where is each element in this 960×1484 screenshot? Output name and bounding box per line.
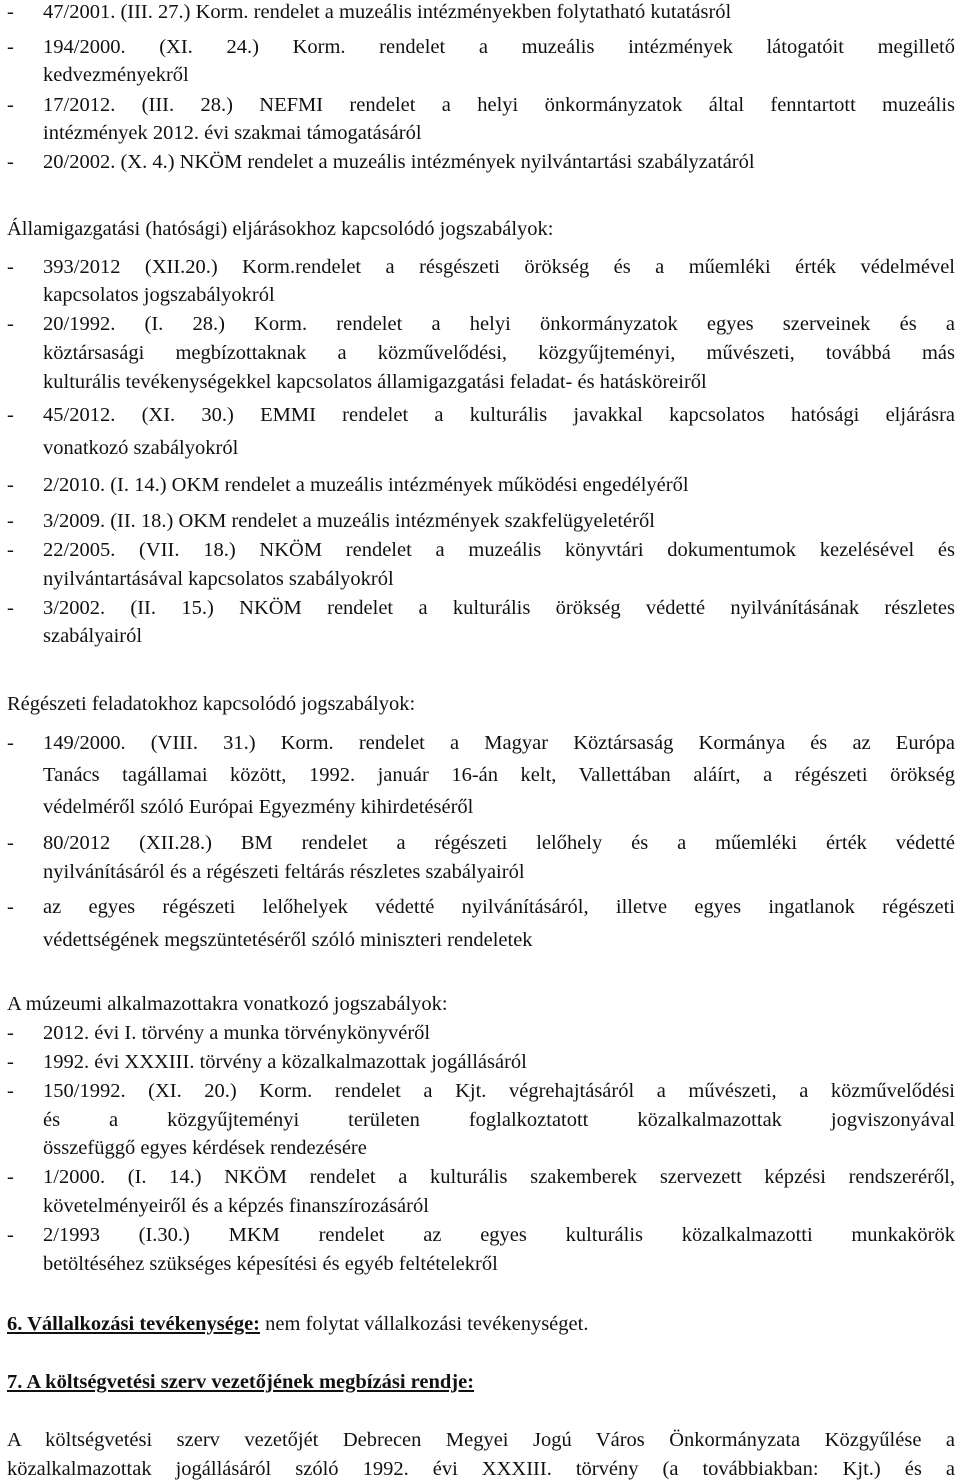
list-dash: -	[7, 474, 14, 496]
section-7-line	[7, 1368, 955, 1396]
list-item-text: védettségének megszüntetéséről szóló miniszteri rendeletek	[43, 929, 533, 951]
list-dash: -	[7, 896, 14, 918]
list-item-text: 149/2000. (VIII. 31.) Korm. rendelet a Magyar Köztársaság Kormánya és az Európa	[43, 732, 955, 754]
list-dash: -	[7, 1166, 14, 1188]
list-item-text: intézmények 2012. évi szakmai támogatásáról	[43, 122, 422, 144]
section-heading: Régészeti feladatokhoz kapcsolódó jogszabályok:	[7, 693, 416, 715]
list-item-text: 3/2009. (II. 18.) OKM rendelet a muzeális intézmények szakfelügyeletéről	[43, 510, 655, 532]
list-dash: -	[7, 313, 14, 335]
list-dash: -	[7, 151, 14, 173]
list-dash: -	[7, 36, 14, 58]
list-dash: -	[7, 1022, 14, 1044]
list-item-text: 194/2000. (XI. 24.) Korm. rendelet a muzeális intézmények látogatóit megillető	[43, 36, 955, 58]
section-heading: A múzeumi alkalmazottakra vonatkozó jogszabályok:	[7, 993, 448, 1015]
list-item-text: 3/2002. (II. 15.) NKÖM rendelet a kulturális örökség védetté nyilvánításának részletes	[43, 597, 955, 619]
list-dash: -	[7, 732, 14, 754]
list-item-text: és a közgyűjteményi területen foglalkoztatott közalkalmazottak jogviszonyával	[43, 1109, 955, 1131]
list-item-text: 20/1992. (I. 28.) Korm. rendelet a helyi önkormányzatok egyes szerveinek és a	[43, 313, 955, 335]
list-item-text: 20/2002. (X. 4.) NKÖM rendelet a muzeális intézmények nyilvántartási szabályzatáról	[43, 151, 755, 173]
list-item-text: 45/2012. (XI. 30.) EMMI rendelet a kulturális javakkal kapcsolatos hatósági eljárásra	[43, 404, 955, 426]
list-item-text: 22/2005. (VII. 18.) NKÖM rendelet a muzeális könyvtári dokumentumok kezelésével és	[43, 539, 955, 561]
list-item-text: nyilvánításáról és a régészeti feltárás részletes szabályairól	[43, 861, 525, 883]
list-item-text: betöltéséhez szükséges képesítési és egyéb feltételekről	[43, 1253, 498, 1275]
list-item-text: Tanács tagállamai között, 1992. január 16-án kelt, Vallettában aláírt, a régészeti örökség	[43, 764, 955, 786]
list-dash: -	[7, 1080, 14, 1102]
list-item-text: 2012. évi I. törvény a munka törvénykönyvéről	[43, 1022, 431, 1044]
list-dash: -	[7, 1224, 14, 1246]
list-item-text: 1992. évi XXXIII. törvény a közalkalmazottak jogállásáról	[43, 1051, 527, 1073]
list-item-text: szabályairól	[43, 625, 143, 647]
list-item-text: nyilvántartásával kapcsolatos szabályokról	[43, 568, 394, 590]
list-item-text: 1/2000. (I. 14.) NKÖM rendelet a kulturális szakemberek szervezett képzési rendszeréről,	[43, 1166, 955, 1188]
section-6-line	[7, 1310, 955, 1338]
section-6-heading: 6. Vállalkozási tevékenysége:	[7, 1313, 260, 1335]
list-item-text: köztársasági megbízottaknak a közművelődési, közgyűjteményi, művészeti, továbbá más	[43, 342, 955, 364]
list-item-text: 47/2001. (III. 27.) Korm. rendelet a muzeális intézményekben folytatható kutatásról	[43, 1, 732, 23]
list-dash: -	[7, 510, 14, 532]
list-item-text: védelméről szóló Európai Egyezmény kihirdetéséről	[43, 796, 474, 818]
list-dash: -	[7, 597, 14, 619]
section-7-heading: 7. A költségvetési szerv vezetőjének megbízási rendje:	[7, 1371, 475, 1393]
list-dash: -	[7, 94, 14, 116]
list-item-text: 393/2012 (XII.20.) Korm.rendelet a résgészeti örökség és a műemléki érték védelmével	[43, 256, 955, 278]
list-item-text: kedvezményekről	[43, 64, 189, 86]
list-item-text: kulturális tevékenységekkel kapcsolatos államigazgatási feladat- és hatásköreiről	[43, 371, 707, 393]
list-item-text: az egyes régészeti lelőhelyek védetté nyilvánításáról, illetve egyes ingatlanok régészeti	[43, 896, 955, 918]
section-heading: Államigazgatási (hatósági) eljárásokhoz kapcsolódó jogszabályok:	[7, 218, 554, 240]
section-6-text: nem folytat vállalkozási tevékenységet.	[260, 1313, 589, 1335]
list-item-text: 80/2012 (XII.28.) BM rendelet a régészeti lelőhely és a műemléki érték védetté	[43, 832, 955, 854]
paragraph-line: közalkalmazottak jogállásáról szóló 1992. évi XXXIII. törvény (a továbbiakban: Kjt.) és a	[7, 1458, 955, 1480]
list-dash: -	[7, 539, 14, 561]
list-item-text: 150/1992. (XI. 20.) Korm. rendelet a Kjt. végrehajtásáról a művészeti, a közművelődési	[43, 1080, 955, 1102]
list-item-text: összefüggő egyes kérdések rendezésére	[43, 1137, 367, 1159]
list-dash: -	[7, 404, 14, 426]
list-item-text: 17/2012. (III. 28.) NEFMI rendelet a helyi önkormányzatok által fenntartott muzeális	[43, 94, 955, 116]
list-dash: -	[7, 1, 14, 23]
list-item-text: kapcsolatos jogszabályokról	[43, 284, 275, 306]
paragraph-line: A költségvetési szerv vezetőjét Debrecen Megyei Jogú Város Önkormányzata Közgyűlése a	[7, 1429, 955, 1451]
list-dash: -	[7, 1051, 14, 1073]
list-item-text: 2/2010. (I. 14.) OKM rendelet a muzeális intézmények működési engedélyéről	[43, 474, 689, 496]
list-dash: -	[7, 832, 14, 854]
list-item-text: 2/1993 (I.30.) MKM rendelet az egyes kulturális közalkalmazotti munkakörök	[43, 1224, 955, 1246]
list-dash: -	[7, 256, 14, 278]
list-item-text: vonatkozó szabályokról	[43, 437, 239, 459]
list-item-text: követelményeiről és a képzés finanszírozásáról	[43, 1195, 429, 1217]
